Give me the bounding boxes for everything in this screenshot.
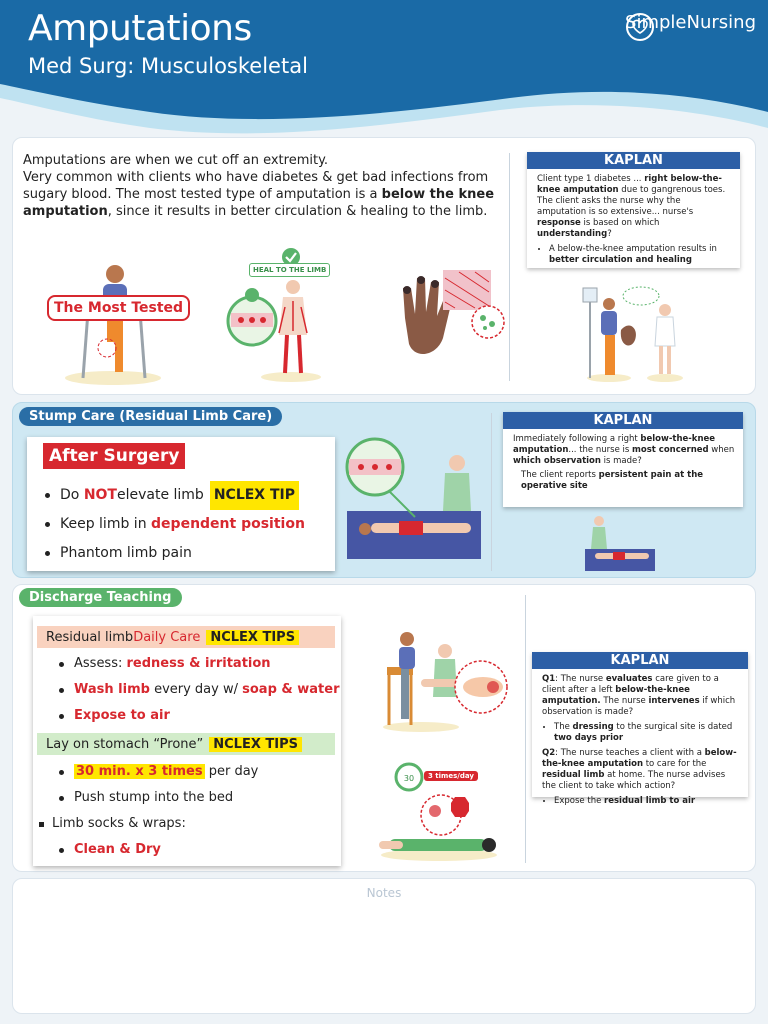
- list-item: [59, 785, 258, 811]
- kaplan-bold: understanding: [537, 229, 608, 239]
- kaplan-answer: [521, 470, 735, 492]
- kaplan-text: ?: [607, 229, 612, 239]
- list-item: [59, 703, 340, 729]
- list-text-red: dependent position: [151, 516, 305, 532]
- page-title: Amputations: [28, 8, 252, 49]
- kaplan-header: KAPLAN: [527, 152, 740, 169]
- square-bullet: [39, 822, 44, 827]
- kaplan-question: [503, 429, 743, 498]
- kaplan-bold: residual limb: [542, 770, 605, 780]
- kaplan-box-1: [527, 152, 740, 268]
- page-subtitle: Med Surg: Musculoskeletal: [28, 54, 308, 78]
- bullet: [59, 662, 64, 667]
- kaplan-bold: right below-the-knee amputation: [537, 174, 722, 195]
- divider: [491, 413, 492, 571]
- amputee-crutches-illustration: [43, 258, 173, 386]
- list-text: every day w/: [149, 682, 243, 697]
- kaplan-header: KAPLAN: [532, 652, 748, 669]
- kaplan-bold: dressing: [572, 722, 614, 732]
- kaplan-text: Expose the: [554, 796, 605, 806]
- list-text: Assess:: [74, 656, 127, 671]
- kaplan-text: care given to a client after a left: [542, 674, 719, 695]
- intro-text: [23, 152, 498, 220]
- times-per-day-label: 3 times/day: [424, 771, 478, 781]
- kaplan-text: The nurse: [600, 696, 649, 706]
- kaplan-bold: most concerned: [632, 445, 709, 455]
- bullet: [59, 714, 64, 719]
- kaplan-text: The client reports: [521, 470, 599, 480]
- bullet: [45, 522, 50, 527]
- list-item: [45, 481, 305, 510]
- kaplan-bold: residual limb to air: [604, 796, 696, 806]
- intro-text-c: , since it results in better circulation & healing to the limb.: [107, 204, 488, 219]
- after-surgery-title: After Surgery: [43, 443, 185, 469]
- prone-position-illustration: [369, 753, 499, 863]
- gangrene-hand-illustration: [385, 268, 515, 368]
- bullet: [45, 493, 50, 498]
- kaplan-bold: which observation: [513, 456, 601, 466]
- kaplan-question-2: [542, 748, 740, 792]
- kaplan-bold: Q2: [542, 748, 556, 758]
- list-item: [59, 759, 258, 785]
- brand-name: SimpleNursing: [625, 12, 756, 33]
- list-text-red: NOT: [83, 487, 117, 503]
- intro-text-a: Very common with clients who have diabetes & get bad infections from sugary blood. The most tested type of amputation is a: [23, 170, 489, 202]
- list-text: elevate limb: [116, 487, 204, 503]
- kaplan-answers: [554, 796, 740, 807]
- daily-care-heading: [37, 626, 335, 648]
- list-item: [39, 811, 258, 837]
- list-text-red: soap & water: [242, 682, 340, 697]
- kaplan-text: is made?: [600, 456, 642, 466]
- kaplan-answers: [554, 722, 740, 744]
- divider: [509, 153, 510, 381]
- kaplan-question: [527, 169, 740, 274]
- list-text: Phantom limb pain: [60, 545, 192, 561]
- kaplan-text: ... the nurse is: [568, 445, 632, 455]
- bullet: [59, 770, 64, 775]
- heading-text: Residual limb: [46, 629, 134, 645]
- list-text: Do: [60, 487, 80, 503]
- list-text-red: Expose to air: [74, 708, 170, 723]
- stump-care-heading: Stump Care (Residual Limb Care): [19, 407, 282, 426]
- list-item: [45, 510, 305, 539]
- heading-text: Lay on stomach “Prone”: [46, 736, 204, 752]
- bullet: [59, 688, 64, 693]
- limb-care-illustration: [381, 631, 511, 733]
- intro-line-2: [23, 169, 498, 220]
- bullet: [45, 551, 50, 556]
- kaplan-bold: persistent pain at the operative site: [521, 470, 704, 491]
- kaplan-text: due to gangrenous toes. The client asks the nurse why the amputation is so extensive... nurse's: [537, 185, 726, 217]
- intro-panel: [12, 137, 756, 395]
- header-banner: [0, 0, 768, 150]
- kaplan-box-3: [532, 652, 748, 806]
- kaplan-answers: [549, 244, 732, 266]
- kaplan-header: KAPLAN: [503, 412, 743, 429]
- circulation-illustration: [223, 273, 333, 383]
- notes-panel[interactable]: [12, 878, 756, 1014]
- post-op-patient-illustration: [345, 437, 487, 561]
- list-item: [59, 837, 258, 863]
- brand[interactable]: [625, 12, 756, 33]
- kaplan-text: A below-the-knee amputation results in: [549, 244, 717, 254]
- kaplan-bold: evaluates: [605, 674, 653, 684]
- kaplan-answer: [554, 796, 740, 807]
- kaplan-question: [532, 669, 748, 815]
- list-text: Keep limb in: [60, 516, 147, 532]
- divider: [525, 595, 526, 863]
- svg-text:30: 30: [403, 774, 415, 783]
- most-tested-label: The Most Tested: [47, 295, 190, 321]
- kaplan-bold: intervenes: [648, 696, 700, 706]
- simplenursing-logo-icon: [625, 12, 655, 42]
- kaplan-text: when: [708, 445, 735, 455]
- daily-care-list: [59, 651, 340, 729]
- list-text: per day: [204, 764, 259, 779]
- kaplan-text: to the surgical site is dated: [613, 722, 733, 732]
- list-text: Push stump into the bed: [74, 790, 234, 805]
- kaplan-bold: below-the-knee amputation: [513, 434, 716, 455]
- list-item: [59, 677, 340, 703]
- heading-text-red: Daily Care: [133, 629, 201, 645]
- discharge-panel: [12, 584, 756, 872]
- kaplan-text: if which observation is made?: [542, 696, 736, 717]
- bullet: [59, 848, 64, 853]
- nurse-patient-illustration: [579, 284, 689, 384]
- kaplan-bold: below-the-knee amputation.: [542, 685, 690, 706]
- list-item: [59, 651, 340, 677]
- list-text: Limb socks & wraps:: [52, 816, 186, 831]
- intro-text-bold: below the knee amputation: [23, 187, 495, 219]
- kaplan-text: Client type 1 diabetes ...: [537, 174, 645, 184]
- kaplan-answer: [549, 244, 732, 266]
- kaplan-text: to care for the: [643, 759, 707, 769]
- kaplan-bold: better circulation and healing: [549, 255, 692, 265]
- stump-care-panel: [12, 402, 756, 578]
- after-surgery-list: [45, 481, 305, 568]
- kaplan-answer: [554, 722, 740, 744]
- prone-list: [52, 759, 259, 863]
- discharge-teaching-heading: Discharge Teaching: [19, 588, 182, 607]
- kaplan-text: is based on which: [580, 218, 660, 228]
- kaplan-bold: Q1: [542, 674, 556, 684]
- list-text-red: Wash limb: [74, 682, 150, 697]
- kaplan-text: Immediately following a right: [513, 434, 641, 444]
- kaplan-box-2: [503, 412, 743, 507]
- nclex-tips-badge: NCLEX TIPS: [209, 737, 302, 752]
- notes-label: Notes: [366, 886, 402, 900]
- nurse-bedside-illustration: [585, 515, 655, 573]
- kaplan-bold: response: [537, 218, 581, 228]
- list-text-red: Clean & Dry: [74, 842, 161, 857]
- heal-to-limb-label: HEAL TO THE LIMB: [249, 263, 330, 277]
- kaplan-bold: below-the-knee amputation: [542, 748, 737, 769]
- kaplan-bold: two days prior: [554, 733, 624, 743]
- nclex-tip-badge: NCLEX TIP: [210, 481, 299, 510]
- list-text-highlight: 30 min. x 3 times: [76, 764, 203, 779]
- after-surgery-card: [27, 437, 335, 571]
- intro-line-1: Amputations are when we cut off an extremity.: [23, 153, 329, 168]
- kaplan-text: : The nurse: [555, 674, 606, 684]
- nclex-tips-badge: NCLEX TIPS: [206, 630, 299, 645]
- discharge-card: [33, 616, 341, 866]
- list-item: [45, 539, 305, 568]
- list-text-red: redness & irritation: [126, 656, 271, 671]
- kaplan-text: The: [554, 722, 573, 732]
- prone-heading: [37, 733, 335, 755]
- kaplan-text: at home. The nurse advises the client to take which action?: [542, 770, 726, 791]
- bullet: [59, 796, 64, 801]
- kaplan-text: : The nurse teaches a client with a: [555, 748, 705, 758]
